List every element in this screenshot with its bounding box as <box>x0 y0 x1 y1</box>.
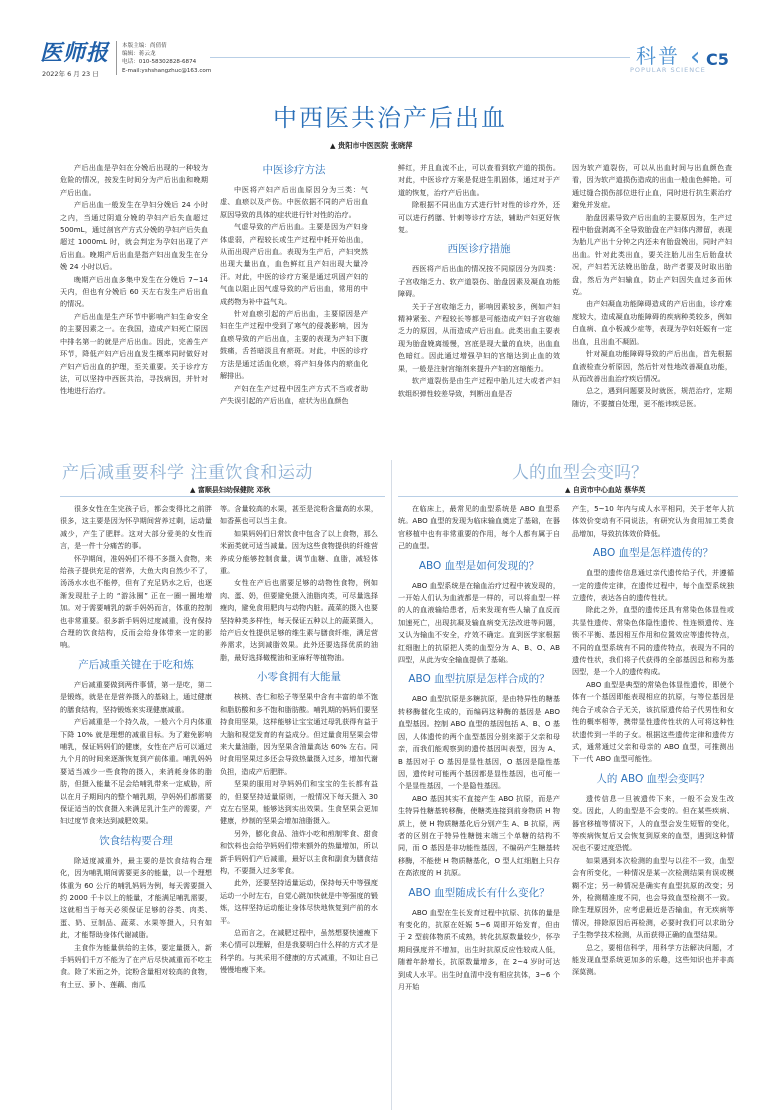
paragraph: ABO 血型是典型的常染色体显性遗传，即使个体有一个基因即能表现相应的抗原，与等位基因是纯合子或杂合子无关，该抗原遗传给子代男性和女性的概率相等，携带显性遗传性状的人可将这种性状遗传到一半的子女。根据这些遗传定律和遗传方式，通常通过父亲和母亲的 ABO 血型，可推测出下一代 ABO 血型可能性。 <box>572 679 734 764</box>
designer-credit: 编辑：蒋云龙 <box>122 51 156 58</box>
article1-column-4 <box>572 162 732 452</box>
paragraph: ABO 血型抗原是多糖抗原，是由特异性的糖基转移酶催化生成的，而编码这种酶的基因是 ABO 血型基因。控制 ABO 血型的基因包括 A、B、O 基因，人体遗传的两个血型基因分别来源于父亲和母亲，而我们能观察到的遗传基因叫表型，因为 A、B 基因对于 O 基因是显性基因，O 基因是隐性基因，遗传时可能两个基因都是显性基因，也可能一个是显性基因，一个是隐性基因。 <box>398 694 560 791</box>
paragraph: 女性在产后也需要足够的动物性食物，例如肉、蛋、奶，但要避免摄入油脂肉类，可尽量选择瘦肉，避免食用肥肉与动物内脏。蔬菜的摄入也要坚持种类多样性，每天保证五种以上的蔬菜摄入，给产后女性提供足够的维生素与膳食纤维，满足营养需求，达到减脂效果。此外还要选择优质的油脂，最好选择橄榄油和亚麻籽等植物油。 <box>220 578 378 662</box>
paragraph: 如果遇到本次检测的血型与以往不一致，血型会有所变化，一种情况是某一次检测结果有误或模糊不定；另一种情况是确实有血型抗原的改变；另外，检测精准度不同，也会导致血型检测不一致。除生理原因外，应考虑最近是否输血，有无疾病等情况，排除原因后再检测，必要时我们可以求助分子生物学技术检测，从而获得正确的血型结果。 <box>572 855 734 940</box>
paragraph: 血型的遗传信息通过亲代遗传给子代，并遵循一定的遗传定律，在遗传过程中，每个血型系统独立遗传，表达各自的遗传性状。 <box>572 568 734 603</box>
paragraph: 在临床上，最常见的血型系统是 ABO 血型系统。ABO 血型的发现为临床输血奠定了基础，在器官移植中也有非常重要的作用，每个人都有属于自己的血型。 <box>398 504 560 551</box>
paragraph: 很多女性在生完孩子后，都会变得比之前胖很多，这主要是因为怀孕期间营养过剩，运动量减少，产生了肥胖。这对大部分爱美的女性而言，是一件十分痛苦的事。 <box>60 504 212 551</box>
article3-column-2 <box>572 503 734 1113</box>
subheading-diet-exercise: 产后减重关键在于吃和炼 <box>78 658 194 671</box>
column-divider <box>391 460 392 1110</box>
paragraph: 怀孕期间，准妈妈们不得不多摄入食物，来给孩子提供充足的营养，大鱼大肉自然少不了，汤汤水水也不能停，但有了充足奶水之后，也逐渐发现肚子上的 “游泳圈” 正在一圈一圈地增加。对于需要哺乳的新手妈妈而言，体重的控制也非常重要。很多新手妈妈过度减重，没有保持合理的饮食结构，反而会给身体带来一定的影响。 <box>60 553 212 650</box>
paragraph: 总之，遇到问题要及时就医，规范治疗，定期随访，不要擅自处理，更不能讳疾忌医。 <box>572 386 732 408</box>
article1-byline: ▲ 贵阳市中医医院 张晓萍 <box>330 141 413 150</box>
subheading-growth: ABO 血型随成长有什么变化？ <box>408 886 550 899</box>
paragraph: ABO 血型在生长发育过程中抗原、抗体的量是有变化的，抗原在妊娠 5~6 周即开始发育，但由于 2 型前体物质不成熟，转化抗原数量较少，怀孕期间强度并不增加，出生时抗原反应性较成人低，随着年龄增长，抗原数量增多，在 2~4 岁时可达到成人水平。出生时血清中没有相应抗体，3~6 个月开始 <box>398 907 560 991</box>
article2-byline: ▲ 富顺县妇幼保健院 邓秋 <box>190 486 271 494</box>
subheading-antigen: ABO 血型抗原是怎样合成的？ <box>408 673 550 686</box>
newspaper-logo: 医师报 <box>40 40 110 66</box>
article3-column-1 <box>398 503 560 1113</box>
paragraph: 软产道裂伤是由生产过程中胎儿过大或者产妇软组织弹性较差导致，判断出血是否 <box>398 376 560 398</box>
paragraph: 针对血瘀引起的产后出血，主要原因是产妇在生产过程中受到了寒气的侵袭影响，因为血瘀导致的产后出血，主要的表现为产妇下腹鼓痛，舌苔暗淡且有瘀斑。对此，中医的诊疗方法是通过活血化瘀，将产妇身体内的瘀血化解排出。 <box>220 309 368 381</box>
paragraph: 胎盘因素导致产后出血的主要原因为，生产过程中胎盘剥离不全导致胎盘在产妇体内滞留，表现为胎儿产出十分钟之内还未有胎盘娩出，同时产妇出血。针对此类出血，要关注胎儿出生后胎盘状况，产妇若无法娩出胎盘，助产者要及时取出胎盘，然后为产妇输血，防止产妇因失血过多而休克。 <box>572 212 732 297</box>
article1-column-3 <box>398 162 560 452</box>
paragraph: 除根据不同出血方式进行针对性的诊疗外，还可以进行药膳、针刺等诊疗方法，辅助产妇更好恢复。 <box>398 200 560 235</box>
article1-column-2 <box>220 160 368 452</box>
article2-title: 产后减重要科学 注重饮食和运动 <box>62 463 313 483</box>
chevron-left-icon: ‹ <box>690 42 701 72</box>
paragraph: 产生，5~10 年内与成人水平相同，关于老年人抗体效价变动有不同说法，有研究认为食用加工类食品增加，导致抗体效价降低。 <box>572 504 734 538</box>
paragraph: 由产妇凝血功能障碍造成的产后出血，诊疗难度较大，造成凝血功能障碍的疾病种类较多，例如白血病、血小板减少症等，表现为孕妇妊娠有一定出血，且出血不凝固。 <box>572 299 732 346</box>
subheading-diet-structure: 饮食结构要合理 <box>99 834 173 847</box>
paragraph: 除适度减重外，最主要的是饮食结构合理化，因为哺乳期间需要更多的能量，以一个理想体重为 60 公斤的哺乳妈妈为例，每天需要摄入约 2000 千卡以上的能量，才能满足哺乳需要，这就相当于每天必须保证足够的谷类、肉类、蛋、奶、豆制品、蔬菜、水果等摄入，只有如此，才能帮助身体代谢减脂。 <box>60 855 212 940</box>
paragraph: 气虚导致的产后出血。主要是因为产妇身体虚弱，产程较长或生产过程中耗开始出血，从而出现产后出血。表现为生产后，产妇突然出现大量出血，血色鲜红且产妇出现大量冷汗。对此，中医的诊疗方案是通过巩固产妇的气血以阻止因气虚导致的产后出血，常用的中成药物为补中益气丸。 <box>220 222 368 306</box>
subheading-inheritance: ABO 血型是怎样遗传的？ <box>592 547 714 560</box>
section-name-en: POPULAR SCIENCE <box>630 66 706 74</box>
subheading-snacks: 小零食拥有大能量 <box>257 671 341 684</box>
article3-title: 人的血型会变吗？ <box>512 463 648 483</box>
paragraph: 等。含量较高的水果，甚至是淀粉含量高的水果，如香蕉也可以当主食。 <box>220 504 378 526</box>
paragraph: 如果妈妈们日常饮食中包含了以上食物，那么米面类就可适当减量。因为这些食物提供的纤维营养成分能够控制食量，调节血糖、血脂，减轻体重。 <box>220 528 378 576</box>
subheading-change: 人的 ABO 血型会变吗？ <box>596 772 710 785</box>
email-credit: E-mail:yshshangzhuc@163.com <box>122 67 212 74</box>
paragraph: 总之，要相信科学，用科学方法解决问题，才能发现血型系统更加多的乐趣，这些知识也并非高深莫测。 <box>572 942 734 977</box>
paragraph: 因为软产道裂伤，可以从出血时间与出血颜色查看，因为软产道损伤造成的出血一般血色鲜艳。可通过缝合损伤部位进行止血，同时进行抗生素治疗避免并发症。 <box>572 163 732 210</box>
paragraph: 西医将产后出血的情况按不同原因分为四类：子宫收缩乏力、软产道裂伤、胎盘因素及凝血功能障碍。 <box>398 264 560 299</box>
editor-credit: 本版主编：尚倩倩 <box>122 43 167 49</box>
section-name: 科普 <box>636 44 680 68</box>
paragraph: 遗传信息一旦被遗传下来，一般不会发生改变。因此，人的血型是不会变的。但在某些疾病、器官移植等情况下，人的血型会发生短暂的变化，等疾病恢复后又会恢复到原来的血型，遇到这种情况也不要过度恐慌。 <box>572 793 734 853</box>
article1-title: 中西医共治产后出血 <box>273 104 507 132</box>
paragraph: 产后减重是一个持久战，一般六个月内体重下降 10% 就是理想的减重目标。为了避免影响哺乳，保证妈妈们的健康，女性在产后可以通过九个月的时间来逐渐恢复到产前体重。哺乳妈妈要适当减少一些食物的摄入，来消耗身体的脂肪，但摄入能量不足会给哺乳带来一定威胁，所以在月子期间内的整个哺乳期，孕妈妈们都需要保证适当的饮食摄入来满足乳汁生产的需要，产妇过度节食来达到减肥效果。 <box>60 717 212 826</box>
article3-rule <box>398 496 738 497</box>
paragraph: 总而言之，在减肥过程中，虽然想要快速瘦下来心情可以理解，但是我要明白什么样的方式才是科学的。与其采用不健康的方式减重，不如让自己慢慢地瘦下来。 <box>220 928 378 975</box>
page-number: C5 <box>706 50 729 69</box>
article3-byline: ▲ 自贡市中心血站 蔡华英 <box>565 486 646 494</box>
paragraph: 另外，膨化食品、油炸小吃和煎制零食、甜食和饮料也会给孕妈妈们带来额外的热量增加，所以新手妈妈们产后减重，最好以主食和副食为膳食结构，不要摄入过多零食。 <box>220 828 378 875</box>
masthead-rule <box>210 57 630 58</box>
article2-column-2 <box>220 503 378 1113</box>
paragraph: 中医将产妇产后出血原因分为三类：气虚、血瘀以及产伤。中医依据不同的产后出血原因导致的具体的症状进行针对性的治疗。 <box>220 185 368 219</box>
paragraph: 晚期产后出血多集中发生在分娩后 7~14 天内，但也有分娩后 60 天左右发生产后出血的情况。 <box>60 274 208 309</box>
paragraph: 产后出血一般发生在孕妇分娩后 24 小时之内，当通过阴道分娩的孕妇产后失血超过 500mL，通过剖宫产方式分娩的孕妇产后失血超过 1000mL 时，就会判定为孕妇出现了产后出血。晚期产后出血是指产妇出血发生在分娩 24 小时以后。 <box>60 200 208 272</box>
paragraph: 除此之外，血型的遗传还具有常染色体显性或共显性遗传、常染色体隐性遗传、性连锁遗传、连锁不平衡、基因相互作用和位置效应等遗传特点，不同的血型系统有不同的遗传特点，表现为不同的遗传性状，我们将子代获得的全部基因总和称为基因型，是一个人的遗传构成。 <box>572 605 734 677</box>
article2-rule <box>60 496 385 497</box>
subheading-tcm: 中医诊疗方法 <box>262 164 326 176</box>
paragraph: 产妇在生产过程中因生产方式不当或者助产失误引起的产后出血，症状为出血颜色 <box>220 383 368 405</box>
article2-column-1 <box>60 503 212 1113</box>
paragraph: 针对凝血功能障碍导致的产后出血，首先根据血液检查分析原因，然后针对性地改善凝血功能，从而改善出血治疗疾后情况。 <box>572 349 732 383</box>
paragraph: 鲜红，并且血流不止，可以查看到软产道的损伤。对此，中医诊疗方案是促进生肌固体，通过对于产道的恢复，治疗产后出血。 <box>398 163 560 197</box>
issue-date: 2022年 6 月 23 日 <box>42 70 99 78</box>
phone-credit: 电话：010-58302828-6874 <box>122 59 197 66</box>
masthead <box>0 0 780 80</box>
masthead-credits <box>122 42 211 75</box>
paragraph: 主食作为能量供给的主体，要定量摄入，新手妈妈们千万不能为了在产后尽快减重而不吃主食。除了米面之外，淀粉含量相对较高的食物，有土豆、萝卜、莲藕、南瓜 <box>60 942 212 989</box>
paragraph: 产后减重要做到两件事情，第一是吃，第二是锻炼，就是在是营养摄入的基础上，通过健康的膳食结构，坚持锻炼来实现健康减重。 <box>60 679 212 714</box>
paragraph: 产后出血是生产环节中影响产妇生命安全的主要因素之一。在我国，造成产妇死亡原因中排名第一的就是产后出血。因此，完善生产环节，降低产妇产后出血发生概率同时做好对产妇产后出血的护理，至关重要。关于诊疗方法，可以坚持中西医共治，寻找病因，并针对性地进行治疗。 <box>60 311 208 396</box>
paragraph: ABO 基因其实不直接产生 ABO 抗原，而是产生特异性糖基转移酶，使糖类连接到前身物质 H 物质上，使 H 物质糖基化后分别产生 A、B 抗原，两者的区别在于特异性糖链末端三个单糖的结构不同，而 O 基因是非功能性基因，不编码产生糖基转移酶，不能使 H 物质糖基化，O 型人红细胞上只存在高浓度的 H 抗原。 <box>398 793 560 878</box>
subheading-discovery: ABO 血型是如何发现的？ <box>418 559 540 572</box>
paragraph: 产后出血是孕妇在分娩后出现的一种较为危险的情况，按发生时间分为产后出血和晚期产后出血。 <box>60 163 208 197</box>
paragraph: ABO 血型系统是在输血治疗过程中被发现的，一开始人们认为血液都是一样的，可以将血型一样的人的血液输给患者，后来发现有些人输了血反而加速死亡，出现抗凝及输血病变无法改进等问题，又认为输血不安全，疗效不确定。直到医学家根据红细胞上的抗原把人类的血型分为 A、B、O、AB 四型，从此为安全输血提供了基础。 <box>398 580 560 665</box>
paragraph: 此外，还要坚持适量运动，保持每天中等强度运动一小时左右，自觉心跳加快就是中等强度的锻炼，这样坚持运动能让身体尽快地恢复到产前的水平。 <box>220 878 378 925</box>
paragraph: 坚果的服用对孕妈妈们和宝宝的生长都有益的，但要坚持适量原则，一般情况下每天摄入 30 克左右坚果，能够达到实出效果。生食坚果会更加健康，炒制的坚果会增加油脂摄入。 <box>220 779 378 826</box>
paragraph: 关于子宫收缩乏力，影响因素较多，例如产妇精神紧张、产程较长等都是可能造成产妇子宫收缩乏力的原因，从而造成产后出血。此类出血主要表现为胎盘娩离缓慢，宫底是现大量的血块，出血血色暗红。因此通过增强孕妇的宫缩达到止血的效果，一般是注射宫缩剂来提升产妇的宫缩能力。 <box>398 301 560 373</box>
masthead-divider <box>116 41 117 75</box>
paragraph: 核桃、杏仁和松子等坚果中含有丰富的单不饱和脂肪酸和多不饱和脂肪酸。哺乳期的妈妈们要坚持食用坚果，这样能够让宝宝通过母乳获得有益于大脑和视觉发育的有益成分。但过量食用坚果会带来大量油脂，因为坚果含油量高达 60% 左右。同时食用坚果过多还会导致热量摄入过多，增加代谢负担，造成产后肥胖。 <box>220 692 378 776</box>
subheading-western: 西医诊疗措施 <box>447 243 511 256</box>
article1-column-1 <box>60 162 208 452</box>
